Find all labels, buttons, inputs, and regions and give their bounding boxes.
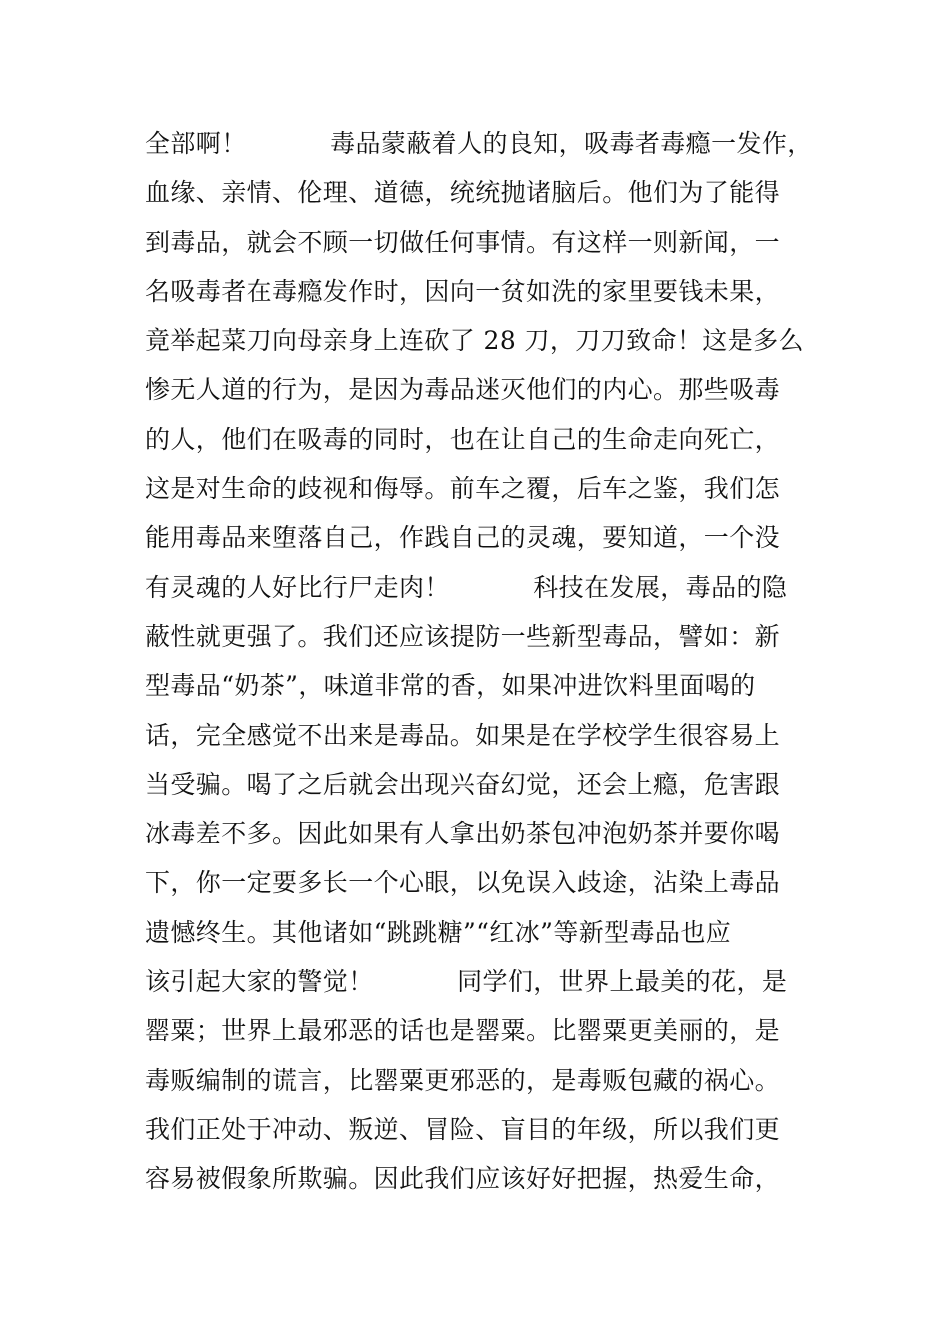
text-line: 该引起大家的警觉！ 同学们，世界上最美的花，是 <box>145 967 788 997</box>
text-line: 的人，他们在吸毒的同时，也在让自己的生命走向死亡， <box>145 424 781 454</box>
text-line: 冰毒差不多。因此如果有人拿出奶茶包冲泡奶茶并要你喝 <box>145 819 781 849</box>
text-line: 容易被假象所欺骗。因此我们应该好好把握，热爱生命， <box>145 1164 781 1194</box>
text-line: 型毒品“奶茶”，味道非常的香，如果冲进饮料里面喝的 <box>145 671 756 701</box>
text-line: 有灵魂的人好比行尸走肉！ 科技在发展，毒品的隐 <box>145 572 788 602</box>
text-line: 当受骗。喝了之后就会出现兴奋幻觉，还会上瘾，危害跟 <box>145 769 781 799</box>
text-line: 名吸毒者在毒瘾发作时，因向一贫如洗的家里要钱未果， <box>145 276 781 306</box>
text-line: 到毒品，就会不顾一切做任何事情。有这样一则新闻，一 <box>145 227 781 257</box>
text-line: 下，你一定要多长一个心眼，以免误入歧途，沾染上毒品 <box>145 868 781 898</box>
text-line: 惨无人道的行为，是因为毒品迷灭他们的内心。那些吸毒 <box>145 375 781 405</box>
text-line: 竟举起菜刀向母亲身上连砍了 28 刀，刀刀致命！这是多么 <box>145 326 804 356</box>
text-line: 我们正处于冲动、叛逆、冒险、盲目的年级，所以我们更 <box>145 1114 781 1144</box>
text-line: 遗憾终生。其他诸如“跳跳糖”“红冰”等新型毒品也应 <box>145 917 732 947</box>
text-line: 话，完全感觉不出来是毒品。如果是在学校学生很容易上 <box>145 720 781 750</box>
text-line: 能用毒品来堕落自己，作践自己的灵魂，要知道，一个没 <box>145 523 781 553</box>
text-line: 毒贩编制的谎言，比罂粟更邪恶的，是毒贩包藏的祸心。 <box>145 1065 781 1095</box>
body-text <box>145 119 825 1204</box>
text-line: 这是对生命的歧视和侮辱。前车之覆，后车之鉴，我们怎 <box>145 474 781 504</box>
text-line: 血缘、亲情、伦理、道德，统统抛诸脑后。他们为了能得 <box>145 178 781 208</box>
text-line: 全部啊！ 毒品蒙蔽着人的良知，吸毒者毒瘾一发作， <box>145 129 813 158</box>
text-line: 罂粟；世界上最邪恶的话也是罂粟。比罂粟更美丽的，是 <box>145 1016 781 1046</box>
text-line: 蔽性就更强了。我们还应该提防一些新型毒品，譬如：新 <box>145 621 781 651</box>
